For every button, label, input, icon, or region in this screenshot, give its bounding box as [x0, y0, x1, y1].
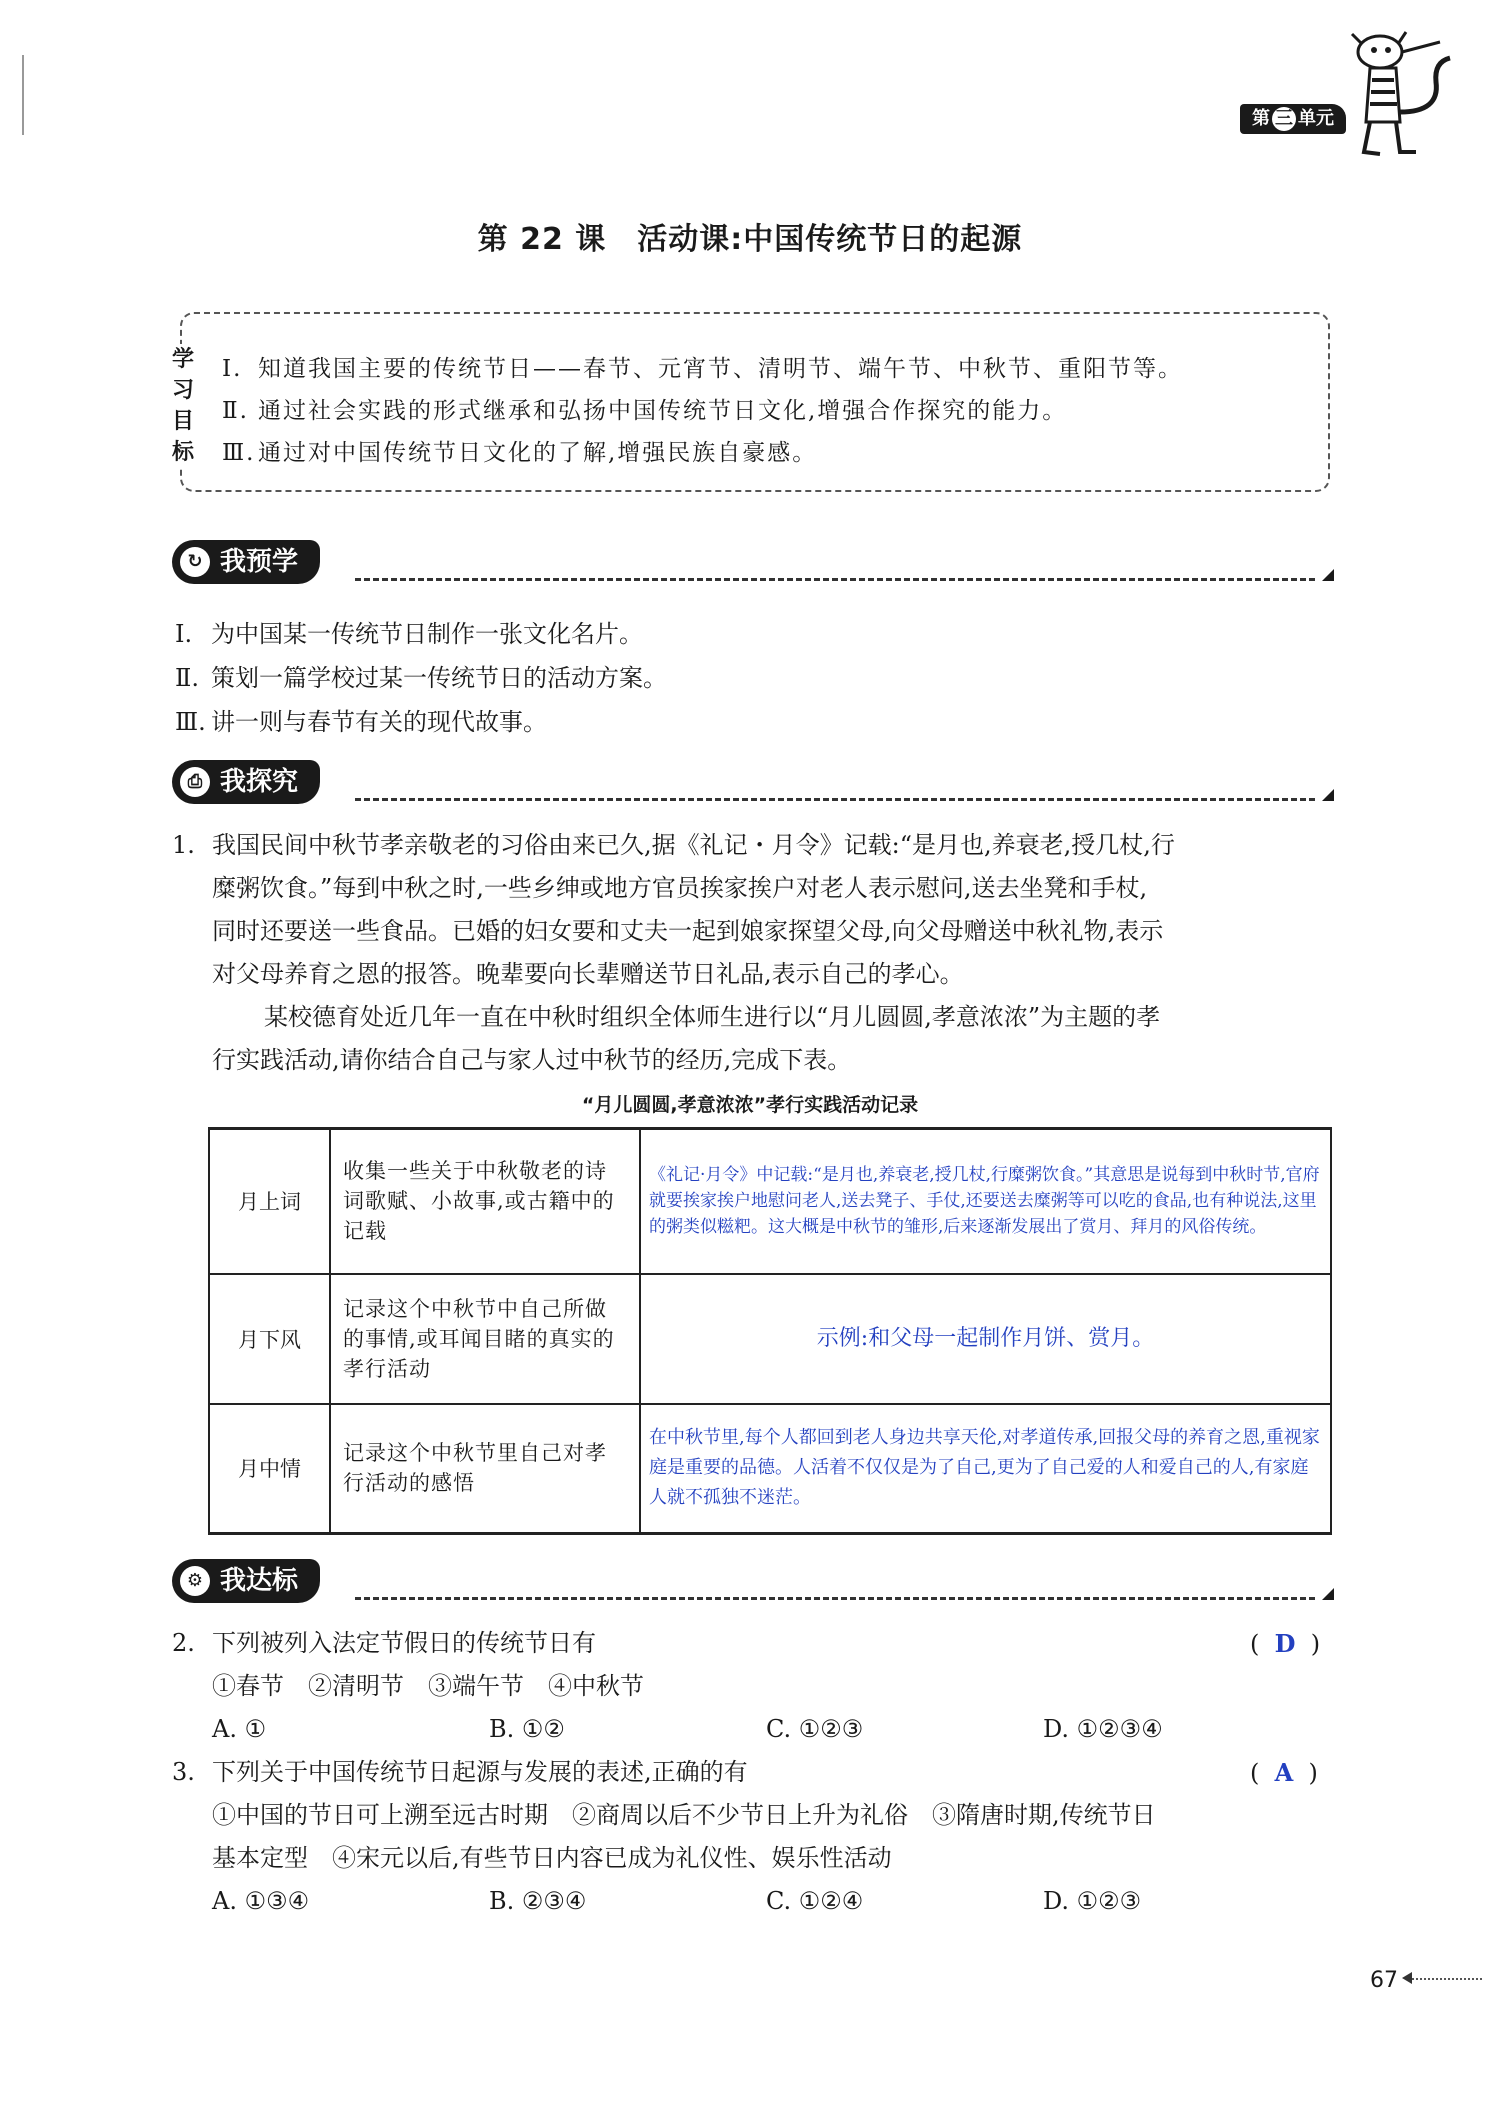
section-corner-mark — [1322, 569, 1334, 581]
option-c: C. ①②④ — [766, 1887, 864, 1915]
activity-record-table — [208, 1127, 1332, 1535]
option-a: A. ①③④ — [212, 1887, 310, 1915]
learning-goals-label: 学 习 目 标 — [166, 344, 200, 468]
goal-item: Ⅰ. 知道我国主要的传统节日——春节、元宵节、清明节、端午节、中秋节、重阳节等。 — [222, 356, 1183, 382]
section-corner-mark — [1322, 1588, 1334, 1600]
row-name: 月上词 — [209, 1129, 330, 1274]
option-a: A. ① — [212, 1715, 267, 1743]
refresh-icon: ↻ — [180, 547, 210, 577]
table-row — [209, 1274, 1331, 1404]
unit-number: 三 — [1272, 107, 1296, 131]
question-2-number: 2. — [172, 1629, 195, 1657]
table-caption: “月儿圆圆,孝意浓浓”孝行实践活动记录 — [581, 1094, 919, 1116]
preview-item: Ⅱ. 策划一篇学校过某一传统节日的活动方案。 — [175, 664, 667, 692]
row-answer: 《礼记·月令》中记载:“是月也,养衰老,授几杖,行糜粥饮食。”其意思是说每到中秋时节,官府就要挨家挨户地慰问老人,送去凳子、手仗,还要送去糜粥等可以吃的食品,也有种说法,这里的粥类似糍粑。这大概是中秋节的雏形,后来逐渐发展出了赏月、拜月的风俗传统。 — [640, 1129, 1331, 1274]
option-d: D. ①②③④ — [1043, 1715, 1163, 1743]
section-preview-title: 我预学 — [220, 547, 299, 577]
option-c: C. ①②③ — [766, 1715, 864, 1743]
section-preview-header — [172, 540, 320, 584]
lesson-title: 第 22 课 活动课:中国传统节日的起源 — [477, 222, 1023, 257]
preview-item: Ⅲ. 讲一则与春节有关的现代故事。 — [175, 708, 547, 736]
page-edge-mark — [22, 55, 27, 135]
table-row — [209, 1404, 1331, 1534]
option-d: D. ①②③ — [1043, 1887, 1142, 1915]
question-2-answer-bracket: ( D ) — [1250, 1629, 1321, 1658]
page-arrow-icon — [1402, 1972, 1412, 1984]
section-standard-header — [172, 1559, 320, 1603]
question-3-options — [212, 1880, 1342, 1923]
section-divider — [355, 1597, 1315, 1600]
question-1-number: 1. — [172, 831, 195, 859]
learning-goals-list — [222, 348, 1183, 474]
question-3-items: ①中国的节日可上溯至远古时期 ②商周以后不少节日上升为礼俗 ③隋唐时期,传统节日 基本定型 ④宋元以后,有些节日内容已成为礼仪性、娱乐性活动 — [212, 1801, 1156, 1872]
row-task: 记录这个中秋节中自己所做的事情,或耳闻目睹的真实的孝行活动 — [330, 1274, 640, 1404]
question-2-options — [212, 1708, 1342, 1751]
question-2-stem: 下列被列入法定节假日的传统节日有 — [212, 1629, 596, 1657]
table-row — [209, 1129, 1331, 1274]
unit-prefix: 第 — [1252, 108, 1270, 129]
preview-item: Ⅰ. 为中国某一传统节日制作一张文化名片。 — [175, 620, 643, 648]
unit-badge — [1240, 104, 1346, 134]
option-b: B. ②③④ — [489, 1887, 587, 1915]
preview-list — [175, 612, 667, 744]
question-2-answer: D — [1274, 1629, 1296, 1658]
section-explore-header — [172, 760, 320, 804]
section-divider — [355, 578, 1315, 581]
goal-item: Ⅱ. 通过社会实践的形式继承和弘扬中国传统节日文化,增强合作探究的能力。 — [222, 398, 1068, 424]
printer-icon: ⎙ — [180, 767, 210, 797]
row-name: 月下风 — [209, 1274, 330, 1404]
row-task: 收集一些关于中秋敬老的诗词歌赋、小故事,或古籍中的记载 — [330, 1129, 640, 1274]
page-dotted-line — [1412, 1978, 1482, 1980]
section-corner-mark — [1322, 789, 1334, 801]
question-3-stem: 下列关于中国传统节日起源与发展的表述,正确的有 — [212, 1758, 748, 1786]
page-number: 67 — [1370, 1968, 1398, 1993]
section-standard-title: 我达标 — [220, 1566, 299, 1596]
section-explore-title: 我探究 — [220, 767, 299, 797]
option-b: B. ①② — [489, 1715, 565, 1743]
question-2-items: ①春节 ②清明节 ③端午节 ④中秋节 — [212, 1672, 644, 1700]
row-name: 月中情 — [209, 1404, 330, 1534]
question-3-number: 3. — [172, 1758, 195, 1786]
bicycle-icon: ⚙ — [180, 1566, 210, 1596]
tiger-mascot-icon — [1340, 22, 1460, 166]
row-answer: 在中秋节里,每个人都回到老人身边共享天伦,对孝道传承,回报父母的养育之恩,重视家庭是重要的品德。人活着不仅仅是为了自己,更为了自己爱的人和爱自己的人,有家庭人就不孤独不迷茫。 — [640, 1404, 1331, 1534]
question-3-answer: A — [1274, 1758, 1294, 1787]
goal-item: Ⅲ. 通过对中国传统节日文化的了解,增强民族自豪感。 — [222, 440, 818, 466]
unit-suffix: 单元 — [1298, 108, 1334, 129]
question-1-text: 我国民间中秋节孝亲敬老的习俗由来已久,据《礼记・月令》记载:“是月也,养衰老,授几杖,行 糜粥饮食。”每到中秋之时,一些乡绅或地方官员挨家挨户对老人表示慰问,送去坐凳和手杖, 同时还要送一些食品。已婚的妇女要和丈夫一起到娘家探望父母,向父母赠送中秋礼物,表示 对父母养育之恩的报答。晚辈要向长辈赠送节日礼品,表示自己的孝心。 某校德育处近几年一直在中秋时组织全体师生进行以“月儿圆圆,孝意浓浓”为主题的孝 行实践活动,请你结合自己与家人过中秋节的经历,完成下表。 — [212, 831, 1175, 1074]
question-3-answer-bracket: ( A ) — [1250, 1758, 1318, 1787]
section-divider — [355, 798, 1315, 801]
row-answer: 示例:和父母一起制作月饼、赏月。 — [640, 1274, 1331, 1404]
row-task: 记录这个中秋节里自己对孝行活动的感悟 — [330, 1404, 640, 1534]
